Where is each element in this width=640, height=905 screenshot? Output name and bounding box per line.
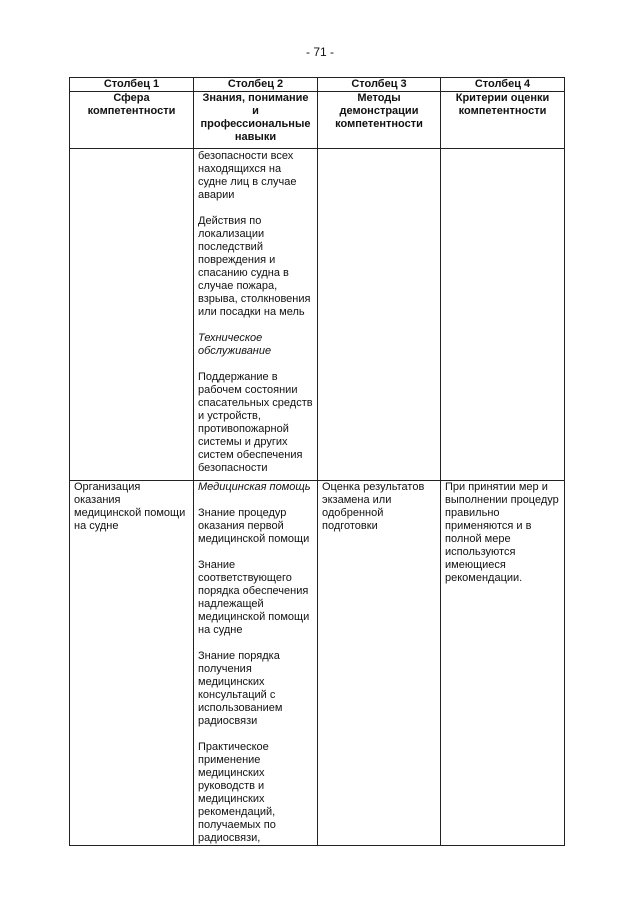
- column-number-4: Столбец 4: [441, 78, 565, 92]
- knowledge-paragraph: Практическое применение медицинских руководств и медицинских рекомендаций, получаемых по радиосвязи,: [198, 741, 276, 844]
- cell-criteria: При принятии мер и выполнении процедур правильно применяются и в полной мере используются имеющиеся рекомендации.: [441, 481, 565, 846]
- column-number-1: Столбец 1: [70, 78, 194, 92]
- knowledge-paragraph: Знание порядка получения медицинских консультаций с использованием радиосвязи: [198, 650, 283, 727]
- table-row: [70, 481, 565, 846]
- cell-sphere: Организация оказания медицинской помощи на судне: [70, 481, 194, 846]
- competence-table: [69, 77, 565, 846]
- knowledge-paragraph: безопасности всех находящихся на судне лиц в случае аварии: [198, 150, 297, 201]
- cell-knowledge: [194, 149, 318, 481]
- page-number: - 71 -: [305, 45, 334, 59]
- column-header-4: Критерии оценки компетентности: [441, 92, 565, 149]
- column-number-3: Столбец 3: [318, 78, 441, 92]
- knowledge-paragraph: Знание соответствующего порядка обеспечения надлежащей медицинской помощи на судне: [198, 559, 310, 636]
- cell-sphere: [70, 149, 194, 481]
- knowledge-paragraph: Действия по локализации последствий повреждения и спасанию судна в случае пожара, взрыва, столкновения или посадки на мель: [198, 215, 311, 318]
- knowledge-subheading: Медицинская помощь: [198, 481, 311, 493]
- cell-knowledge: [194, 481, 318, 846]
- knowledge-paragraph: Поддержание в рабочем состоянии спасательных средств и устройств, противопожарной системы и других систем обеспечения безопасности: [198, 371, 313, 474]
- column-header-row: [70, 92, 565, 149]
- column-header-1: Сфера компетентности: [70, 92, 194, 149]
- knowledge-paragraph: Знание процедур оказания первой медицинской помощи: [198, 507, 310, 545]
- cell-methods: Оценка результатов экзамена или одобренной подготовки: [318, 481, 441, 846]
- cell-criteria: [441, 149, 565, 481]
- column-number-2: Столбец 2: [194, 78, 318, 92]
- table-row: [70, 149, 565, 481]
- knowledge-subheading: Техническое обслуживание: [198, 332, 272, 357]
- column-header-2: Знания, понимание и профессиональные навыки: [194, 92, 318, 149]
- column-number-row: [70, 78, 565, 92]
- column-header-3: Методы демонстрации компетентности: [318, 92, 441, 149]
- cell-methods: [318, 149, 441, 481]
